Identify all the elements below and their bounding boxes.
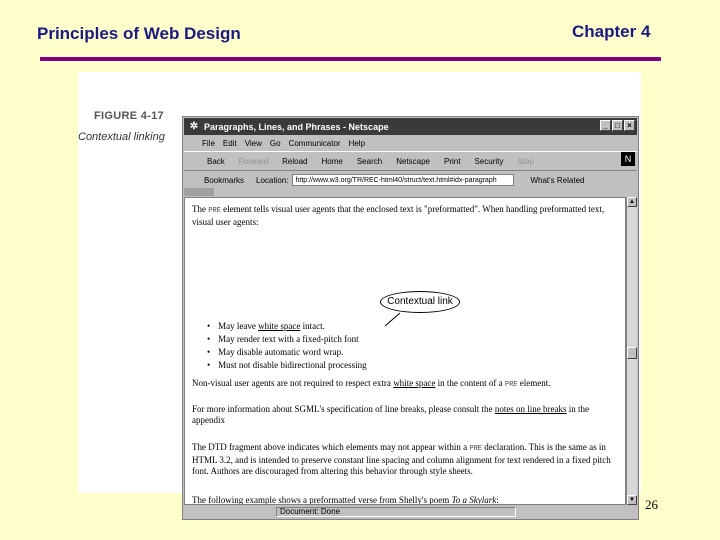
forward-button[interactable]: Forward bbox=[238, 156, 269, 166]
figure-label: FIGURE 4-17 bbox=[94, 110, 164, 122]
contextual-link-callout: Contextual link bbox=[380, 291, 460, 313]
location-input[interactable]: http://www.w3.org/TR/REC-html40/struct/text.html#idx-paragraph bbox=[292, 174, 514, 186]
close-icon[interactable]: × bbox=[624, 120, 635, 131]
home-button[interactable]: Home bbox=[321, 156, 343, 166]
list-item: • May leave white space intact. bbox=[207, 320, 367, 333]
search-button[interactable]: Search bbox=[356, 156, 383, 166]
status-bar bbox=[184, 506, 637, 518]
slide-title: Principles of Web Design bbox=[37, 24, 241, 43]
page-number: 26 bbox=[645, 497, 658, 512]
page-content bbox=[184, 197, 626, 505]
security-button[interactable]: Security bbox=[474, 156, 504, 166]
netscape-logo-icon: N bbox=[621, 152, 635, 166]
status-text: Document: Done bbox=[276, 507, 516, 517]
menu-bar bbox=[184, 136, 637, 150]
reload-button[interactable]: Reload bbox=[282, 156, 308, 166]
minimize-icon[interactable]: _ bbox=[600, 120, 611, 131]
scroll-up-icon[interactable]: ▲ bbox=[627, 197, 637, 207]
chapter-label: Chapter 4 bbox=[572, 22, 651, 41]
window-title: Paragraphs, Lines, and Phrases - Netscape bbox=[204, 121, 389, 132]
paragraph-sgml: For more information about SGML's specification of line breaks, please consult the notes on line breaks in the appendix bbox=[192, 404, 590, 425]
whats-related-button[interactable]: What's Related bbox=[530, 175, 585, 185]
list-item: • Must not disable bidirectional processing bbox=[207, 359, 367, 372]
paragraph-nonvisual: Non-visual user agents are not required to respect extra white space in the content of a PRE element. bbox=[192, 378, 551, 389]
toolbar-tab[interactable] bbox=[184, 188, 214, 196]
paragraph-example: The following example shows a preformatted verse from Shelly's poem To a Skylark: bbox=[192, 495, 499, 505]
scroll-down-icon[interactable]: ▼ bbox=[627, 495, 637, 505]
list-item: • May disable automatic word wrap. bbox=[207, 346, 367, 359]
paragraph-dtd: The DTD fragment above indicates which elements may not appear within a PRE declaration. This is the same as in HTML 3.2, and is intended to preserve constant line spacing and column alignment for text rendered in a fixed pitch font. Authors are discouraged from altering this behavior through style sheets. bbox=[192, 442, 611, 476]
netscape-button[interactable]: Netscape bbox=[396, 156, 430, 166]
title-divider bbox=[40, 57, 661, 61]
menu-view[interactable]: View bbox=[244, 138, 262, 148]
menu-go[interactable]: Go bbox=[269, 138, 281, 148]
callout-pointer bbox=[185, 198, 615, 348]
figure-panel bbox=[78, 72, 641, 516]
white-space-link[interactable]: white space bbox=[393, 378, 436, 388]
back-button[interactable]: Back bbox=[207, 156, 225, 166]
print-button[interactable]: Print bbox=[444, 156, 461, 166]
nav-toolbar bbox=[184, 151, 637, 171]
stop-button[interactable]: Stop bbox=[517, 156, 534, 166]
netscape-icon: ✲ bbox=[189, 120, 199, 132]
menu-communicator[interactable]: Communicator bbox=[288, 138, 341, 148]
vertical-scrollbar[interactable] bbox=[626, 197, 637, 505]
browser-window bbox=[182, 116, 639, 520]
maximize-icon[interactable]: □ bbox=[612, 120, 623, 131]
bookmarks-button[interactable]: Bookmarks bbox=[204, 175, 245, 185]
location-label: Location: bbox=[256, 175, 289, 185]
menu-help[interactable]: Help bbox=[348, 138, 366, 148]
scroll-thumb[interactable] bbox=[627, 347, 637, 359]
list-item: • May render text with a fixed-pitch font bbox=[207, 333, 367, 346]
figure-caption: Contextual linking bbox=[78, 131, 165, 143]
paragraph-pre-intro: The PRE element tells visual user agents that the enclosed text is "preformatted". When handling preformatted text, visual user agents: bbox=[192, 204, 605, 227]
menu-file[interactable]: File bbox=[202, 138, 215, 148]
white-space-link[interactable]: white space bbox=[258, 321, 301, 331]
menu-edit[interactable]: Edit bbox=[222, 138, 237, 148]
line-breaks-link[interactable]: notes on line breaks bbox=[494, 404, 567, 414]
location-bar bbox=[184, 172, 637, 188]
browser-titlebar bbox=[184, 118, 637, 135]
